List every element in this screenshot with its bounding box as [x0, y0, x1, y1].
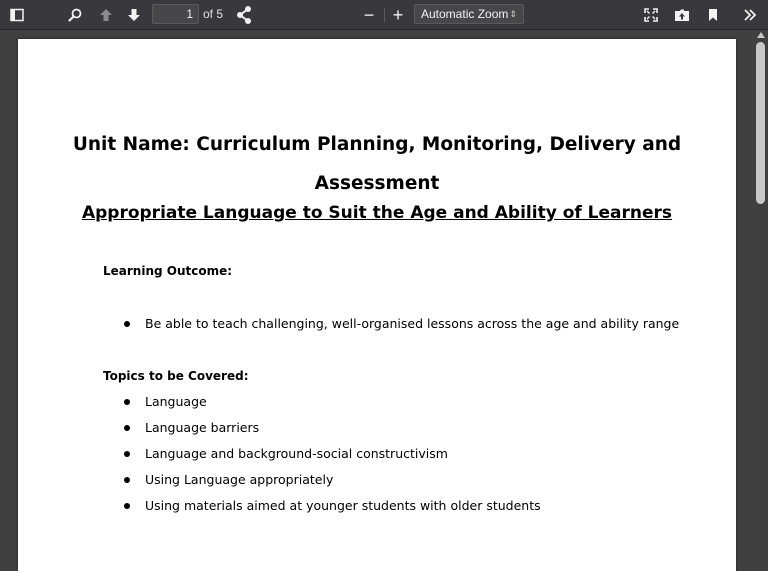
- search-icon: [68, 8, 82, 22]
- open-file-button[interactable]: [669, 3, 695, 27]
- bookmark-icon: [707, 8, 719, 22]
- next-page-button[interactable]: [121, 3, 147, 27]
- find-button[interactable]: [62, 3, 88, 27]
- chevron-up-down-icon: ⇕: [509, 9, 517, 19]
- list-item-text: Language: [145, 394, 207, 409]
- list-item-text: Be able to teach challenging, well-organised lessons across the age and ability range: [145, 316, 680, 331]
- tools-button[interactable]: [737, 3, 763, 27]
- list-item: [103, 499, 541, 525]
- list-item-text: Using materials aimed at younger students with older students: [145, 498, 541, 513]
- presentation-mode-button[interactable]: [638, 3, 664, 27]
- zoom-in-button[interactable]: +: [392, 4, 404, 25]
- bullet-icon: [124, 321, 130, 327]
- zoom-select[interactable]: [414, 4, 524, 24]
- pdf-page: [18, 39, 736, 571]
- previous-page-button[interactable]: [93, 3, 119, 27]
- document-subtitle: Appropriate Language to Suit the Age and Ability of Learners: [81, 203, 673, 223]
- bullet-icon: [124, 451, 130, 457]
- list-item: [103, 395, 541, 421]
- list-item-text: Language and background-social constructivism: [145, 446, 448, 461]
- scroll-up-arrow-icon[interactable]: [757, 32, 765, 38]
- list-item-text: Using Language appropriately: [145, 472, 334, 487]
- zoom-out-button[interactable]: −: [363, 4, 375, 25]
- zoom-select-value: Automatic Zoom: [421, 7, 509, 21]
- bullet-icon: [124, 399, 130, 405]
- pdf-viewer-area[interactable]: [0, 30, 768, 571]
- open-file-icon: [674, 8, 690, 22]
- scrollbar-thumb[interactable]: [756, 42, 765, 204]
- document-title-line-2: Assessment: [314, 173, 440, 194]
- page-number-input[interactable]: 1: [152, 4, 199, 24]
- pdf-toolbar: [0, 0, 768, 30]
- share-icon: [235, 5, 253, 25]
- sidebar-toggle-button[interactable]: [4, 3, 30, 27]
- document-title-line-1: Unit Name: Curriculum Planning, Monitoring, Delivery and: [72, 134, 682, 155]
- learning-outcome-list: [103, 317, 679, 343]
- list-item: [103, 447, 541, 473]
- bullet-icon: [124, 477, 130, 483]
- list-item-text: Language barriers: [145, 420, 260, 435]
- list-item: [103, 473, 541, 499]
- sidebar-toggle-icon: [10, 8, 24, 22]
- vertical-scrollbar[interactable]: [754, 30, 768, 571]
- list-item: [103, 317, 679, 343]
- bookmark-button[interactable]: [700, 3, 726, 27]
- topics-heading: Topics to be Covered:: [103, 369, 249, 383]
- bullet-icon: [124, 425, 130, 431]
- bullet-icon: [124, 503, 130, 509]
- fullscreen-icon: [644, 8, 658, 22]
- double-chevron-right-icon: [743, 8, 757, 22]
- learning-outcome-heading: Learning Outcome:: [103, 264, 233, 278]
- arrow-down-icon: [127, 8, 141, 22]
- topics-list: [103, 395, 541, 525]
- arrow-up-icon: [99, 8, 113, 22]
- list-item: [103, 421, 541, 447]
- share-button[interactable]: [231, 3, 257, 27]
- page-count-label: of 5: [203, 7, 224, 21]
